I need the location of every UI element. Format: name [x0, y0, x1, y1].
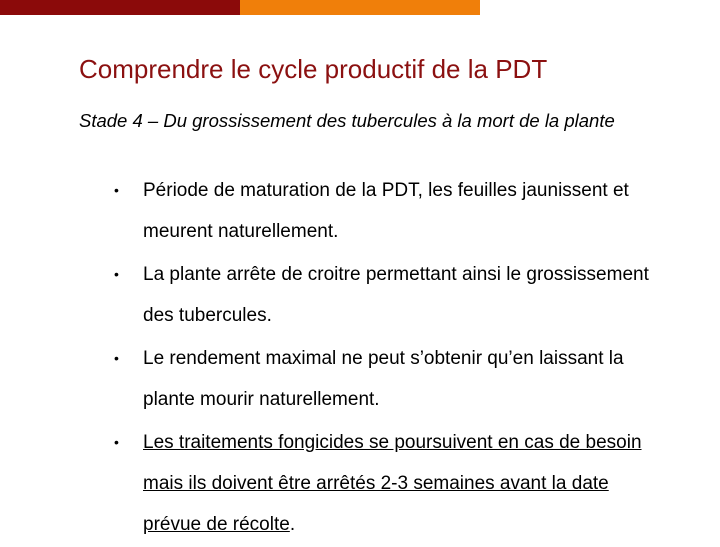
- slide-subtitle: Stade 4 – Du grossissement des tubercules à la mort de la plante: [79, 110, 615, 131]
- accent-bar-orange: [240, 0, 480, 15]
- bullet-text: La plante arrête de croitre permettant ainsi le grossissement des tubercules.: [143, 264, 649, 326]
- bullet-dot-icon: •: [114, 350, 119, 366]
- slide-title: Comprendre le cycle productif de la PDT: [79, 54, 548, 84]
- bullet-item: [110, 422, 670, 545]
- bullet-text-underlined: Les traitements fongicides se poursuivent en cas de besoin mais ils doivent être arrêtés 2-3 semaines avant la date prévue de récolte: [143, 432, 642, 535]
- bullet-text: Le rendement maximal ne peut s’obtenir qu’en laissant la plante mourir naturellement.: [143, 348, 624, 410]
- bullet-item: [110, 170, 670, 252]
- bullet-suffix: .: [289, 514, 296, 535]
- bullet-item: [110, 254, 670, 336]
- bullet-list: [110, 170, 670, 547]
- bullet-dot-icon: •: [114, 182, 119, 198]
- bullet-dot-icon: •: [114, 266, 119, 282]
- accent-bar-red: [0, 0, 240, 15]
- top-accent-bar: [0, 0, 720, 15]
- bullet-text: Période de maturation de la PDT, les feuilles jaunissent et meurent naturellement.: [143, 180, 629, 242]
- bullet-dot-icon: •: [114, 434, 119, 450]
- bullet-item: [110, 338, 670, 420]
